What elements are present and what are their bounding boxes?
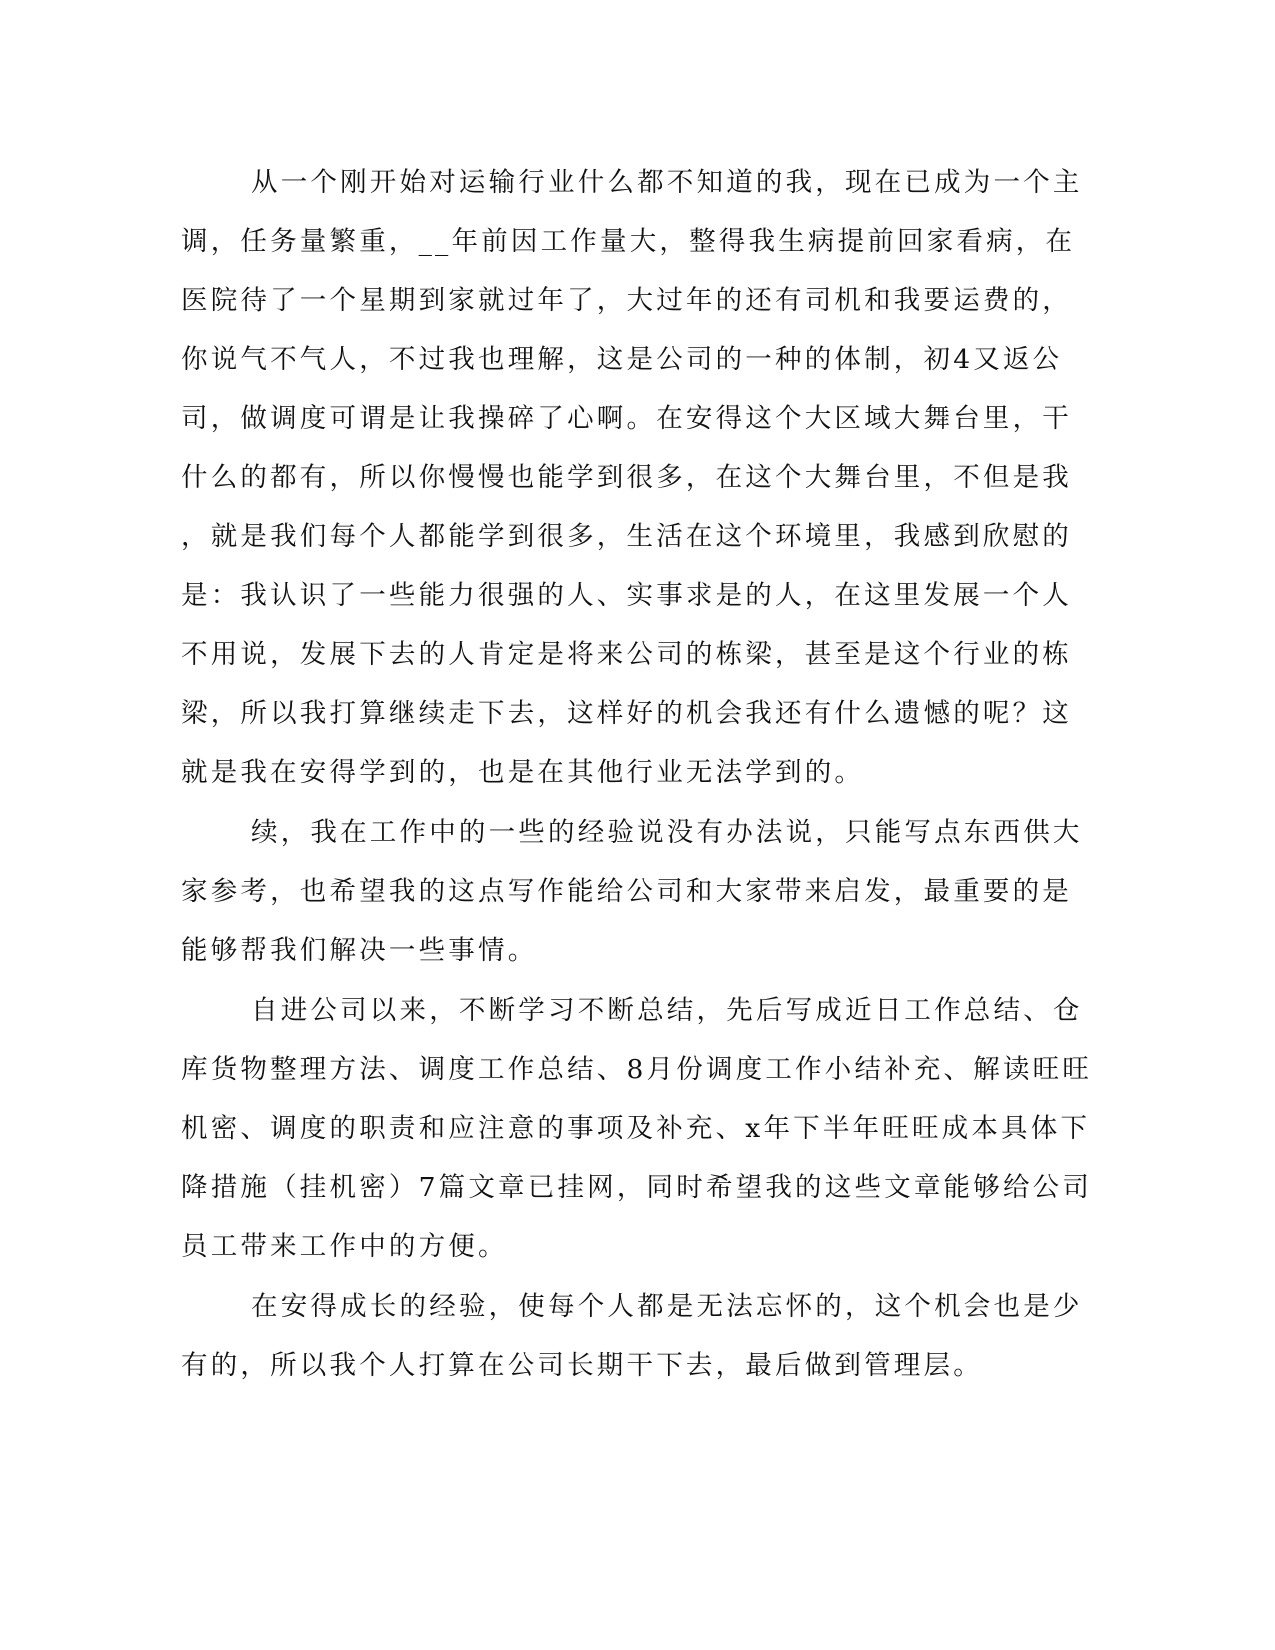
text-line: 是：我认识了一些能力很强的人、实事求是的人，在这里发展一个人 [181, 580, 1072, 611]
text-line: 自进公司以来，不断学习不断总结，先后写成近日工作总结、仓 [251, 995, 1083, 1026]
text-line: 医院待了一个星期到家就过年了，大过年的还有司机和我要运费的， [181, 285, 1072, 316]
text-line: 库货物整理方法、调度工作总结、8月份调度工作小结补充、解读旺旺 [181, 1054, 1093, 1085]
text-line: 续，我在工作中的一些的经验说没有办法说，只能写点东西供大 [251, 817, 1083, 848]
text-line: 在安得成长的经验，使每个人都是无法忘怀的，这个机会也是少 [251, 1291, 1083, 1322]
text-line: 就是我在安得学到的，也是在其他行业无法学到的。 [181, 757, 865, 788]
text-line: 不用说，发展下去的人肯定是将来公司的栋梁，甚至是这个行业的栋 [181, 639, 1072, 670]
paragraph-1 [181, 160, 1083, 809]
text-line: 家参考，也希望我的这点写作能给公司和大家带来启发，最重要的是 [181, 876, 1072, 907]
text-line: 降措施（挂机密）7篇文章已挂网，同时希望我的这些文章能够给公司 [181, 1172, 1093, 1203]
text-line: 司，做调度可谓是让我操碎了心啊。在安得这个大区域大舞台里，干 [181, 403, 1072, 434]
paragraph-3 [181, 988, 1093, 1283]
paragraph-4 [181, 1284, 1083, 1402]
text-line: 调，任务量繁重，__年前因工作量大，整得我生病提前回家看病，在 [181, 226, 1076, 257]
text-line: 你说气不气人，不过我也理解，这是公司的一种的体制，初4又返公 [181, 344, 1063, 375]
text-line: 员工带来工作中的方便。 [181, 1231, 508, 1262]
paragraph-2 [181, 810, 1083, 987]
text-line: 能够帮我们解决一些事情。 [181, 935, 538, 966]
text-line: 从一个刚开始对运输行业什么都不知道的我，现在已成为一个主 [251, 167, 1083, 198]
text-line: 什么的都有，所以你慢慢也能学到很多，在这个大舞台里，不但是我 [181, 462, 1072, 493]
text-line: ，就是我们每个人都能学到很多，生活在这个环境里，我感到欣慰的 [181, 521, 1072, 552]
text-line: 有的，所以我个人打算在公司长期干下去，最后做到管理层。 [181, 1350, 983, 1381]
text-line: 梁，所以我打算继续走下去，这样好的机会我还有什么遗憾的呢？这 [181, 698, 1072, 729]
document-body [181, 160, 1093, 1402]
text-line: 机密、调度的职责和应注意的事项及补充、x年下半年旺旺成本具体下 [181, 1113, 1091, 1144]
